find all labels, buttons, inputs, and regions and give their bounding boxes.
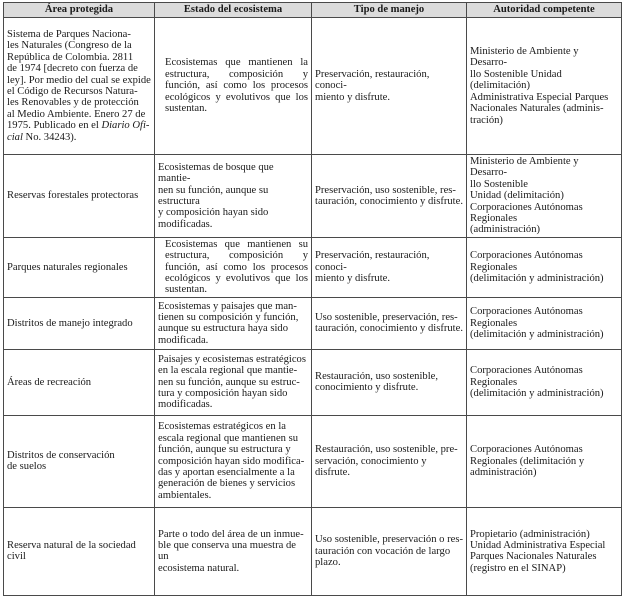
autoridad-cell: Propietario (administración) Unidad Administrativa Especial Parques Nacionales Naturales (registro en el SINAP) [467, 507, 622, 595]
autoridad-cell: Corporaciones Autónomas Regionales (delimitación y administración) [467, 237, 622, 297]
autoridad-cell: Corporaciones Autónomas Regionales (delimitación y administración) [467, 349, 622, 415]
autoridad-cell: Corporaciones Autónomas Regionales (delimitación y administración) [467, 415, 622, 507]
manejo-cell: Preservación, restauración, conoci- miento y disfrute. [312, 18, 467, 155]
area-cell: Áreas de recreación [4, 349, 155, 415]
header-area-protegida: Área protegida [4, 3, 155, 18]
manejo-cell: Preservación, uso sostenible, res- tauración, conocimiento y disfrute. [312, 155, 467, 238]
manejo-cell: Preservación, restauración, conoci- miento y disfrute. [312, 237, 467, 297]
table-row [4, 297, 622, 349]
table-row [4, 237, 622, 297]
autoridad-cell: Corporaciones Autónomas Regionales (delimitación y administración) [467, 297, 622, 349]
manejo-cell: Uso sostenible, preservación, res- tauración, conocimiento y disfrute. [312, 297, 467, 349]
estado-cell: Ecosistemas que mantienen su estructura, composición y función, así como los procesos ecológicos y evolutivos que los sustentan. [155, 237, 312, 297]
area-cell: Distritos de manejo integrado [4, 297, 155, 349]
table-row [4, 349, 622, 415]
table-row [4, 507, 622, 595]
autoridad-cell: Ministerio de Ambiente y Desarro- llo Sostenible Unidad (delimitación) Administrativa Especial Parques Nacionales Naturales (adminis- tración) [467, 18, 622, 155]
estado-cell: Ecosistemas de bosque que mantie- nen su función, aunque su estructura y composición hayan sido modificadas. [155, 155, 312, 238]
estado-cell: Ecosistemas estratégicos en la escala regional que mantienen su función, aunque su estructura y composición hayan sido modifica- das y aportan esencialmente a la generación de bienes y servicios ambientales. [155, 415, 312, 507]
manejo-cell: Restauración, uso sostenible, conocimiento y disfrute. [312, 349, 467, 415]
manejo-cell: Uso sostenible, preservación o res- tauración con vocación de largo plazo. [312, 507, 467, 595]
area-cell: Parques naturales regionales [4, 237, 155, 297]
table-row [4, 18, 622, 155]
table-header-row [4, 3, 622, 18]
table-row [4, 155, 622, 238]
header-estado-ecosistema: Estado del ecosistema [155, 3, 312, 18]
autoridad-cell: Ministerio de Ambiente y Desarro- llo Sostenible Unidad (delimitación) Corporaciones Autónomas Regionales (administración) [467, 155, 622, 238]
manejo-cell: Restauración, uso sostenible, pre- servación, conocimiento y disfrute. [312, 415, 467, 507]
estado-cell: Ecosistemas que mantienen la estructura, composición y función, así como los procesos ecológicos y evolutivos que los sustentan. [155, 18, 312, 155]
header-tipo-manejo: Tipo de manejo [312, 3, 467, 18]
area-cell: Reservas forestales protectoras [4, 155, 155, 238]
estado-cell: Ecosistemas y paisajes que man- tienen su composición y función, aunque su estructura haya sido modificada. [155, 297, 312, 349]
estado-cell: Parte o todo del área de un inmue- ble que conserva una muestra de un ecosistema natural. [155, 507, 312, 595]
area-text-end: No. 34243). [22, 131, 77, 143]
area-cell: Distritos de conservación de suelos [4, 415, 155, 507]
estado-cell: Paisajes y ecosistemas estratégicos en la escala regional que mantie- nen su función, aunque su estruc- tura y composición hayan sido modificadas. [155, 349, 312, 415]
table-row [4, 415, 622, 507]
area-cell: Reserva natural de la sociedad civil [4, 507, 155, 595]
protected-areas-table [3, 2, 622, 596]
area-text: Sistema de Parques Naciona- les Naturales (Congreso de la República de Colombia. 2811 de 1974 [decreto con fuerza de ley]. Por medio del cual se expide el Código de Recursos Natura- les Renovables y de protección al Medio Ambiente. Enero 27 de 1975. Publicado en el [7, 28, 151, 132]
header-autoridad-competente: Autoridad competente [467, 3, 622, 18]
area-text-italic: Diario Ofi- cial [7, 120, 150, 143]
area-cell [4, 18, 155, 155]
